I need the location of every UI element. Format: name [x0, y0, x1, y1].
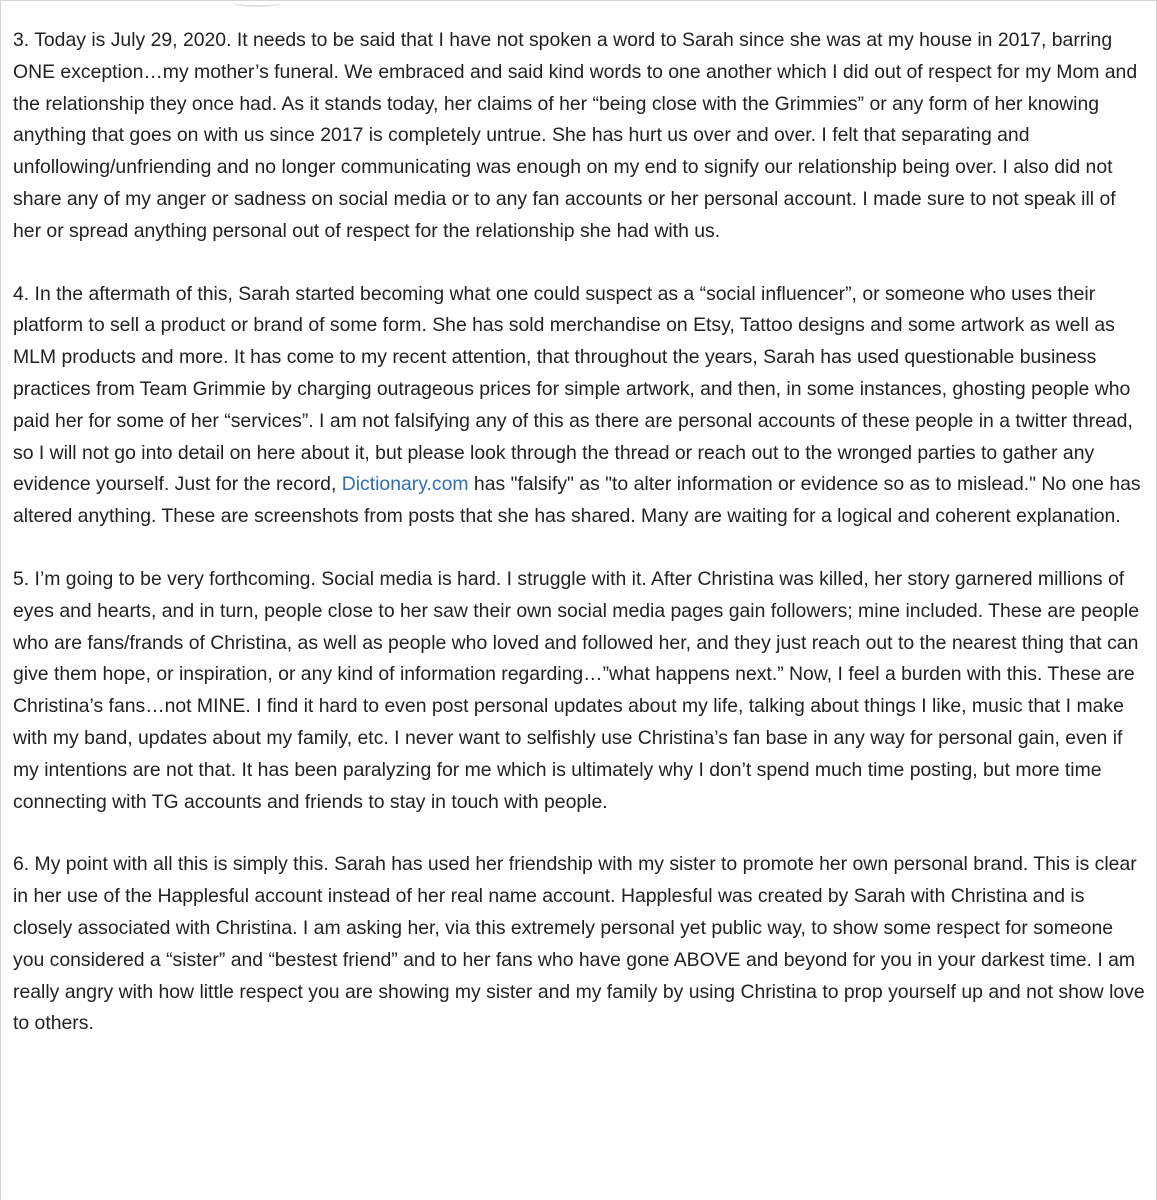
paragraph-3: 3. Today is July 29, 2020. It needs to be said that I have not spoken a word to Sarah since she was at my house in 2017, barring ONE exception…my mother’s funeral. We embraced and said kind words to one another which I did out of respect for my Mom and the relationship they once had. As it stands today, her claims of her “being close with the Grimmies” or any form of her knowing anything that goes on with us since 2017 is completely untrue. She has hurt us over and over. I felt that separating and unfollowing/unfriending and no longer communicating was enough on my end to signify our relationship being over. I also did not share any of my anger or sadness on social media or to any fan accounts or her personal account. I made sure to not speak ill of her or spread anything personal out of respect for the relationship she had with us.: [13, 29, 1138, 242]
top-divider-arc: [233, 0, 281, 7]
paragraph-5: 5. I’m going to be very forthcoming. Social media is hard. I struggle with it. After Christina was killed, her story garnered millions of eyes and hearts, and in turn, people close to her saw their own social media pages gain followers; mine included. These are people who are fans/frands of Christina, as well as people who loved and followed her, and they just reach out to the nearest thing that can give them hope, or inspiration, or any kind of information regarding…”what happens next.” Now, I feel a burden with this. These are Christina’s fans…not MINE. I find it hard to even post personal updates about my life, talking about things I like, music that I make with my band, updates about my family, etc. I never want to selfishly use Christina’s fan base in any way for personal gain, even if my intentions are not that. It has been paralyzing for me which is ultimately why I don’t spend much time posting, but more time connecting with TG accounts and friends to stay in touch with people.: [13, 567, 1140, 813]
paragraph-4-text-before-link: 4. In the aftermath of this, Sarah started becoming what one could suspect as a “social influencer”, or someone who uses their platform to sell a product or brand of some form. She has sold merchandise on Etsy, Tattoo designs and some artwork as well as MLM products and more. It has come to my recent attention, that throughout the years, Sarah has used questionable business practices from Team Grimmie by charging outrageous prices for simple artwork, and then, in some instances, ghosting people who paid her for some of her “services”. I am not falsifying any of this as there are personal accounts of these people in a twitter thread, so I will not go into detail on here about it, but please look through the thread or reach out to the wronged parties to gather any evidence yourself. Just for the record,: [13, 282, 1133, 496]
document-body: [13, 25, 1149, 1071]
dictionary-link[interactable]: Dictionary.com: [341, 473, 469, 496]
paragraph-4-text-after-link: has "falsify" as "to alter information or evidence so as to mislead." No one has altered anything. These are screenshots from posts that she has shared. Many are waiting for a logical and coherent explanation.: [13, 473, 1141, 528]
paragraph-6: 6. My point with all this is simply this. Sarah has used her friendship with my sister to promote her own personal brand. This is clear in her use of the Happlesful account instead of her real name account. Happlesful was created by Sarah with Christina and is closely associated with Christina. I am asking her, via this extremely personal yet public way, to show some respect for someone you considered a “sister” and “bestest friend” and to her fans who have gone ABOVE and beyond for you in your darkest time. I am really angry with how little respect you are showing my sister and my family by using Christina to prop yourself up and not show love to others.: [13, 853, 1145, 1035]
paragraph-4: [13, 279, 1149, 533]
